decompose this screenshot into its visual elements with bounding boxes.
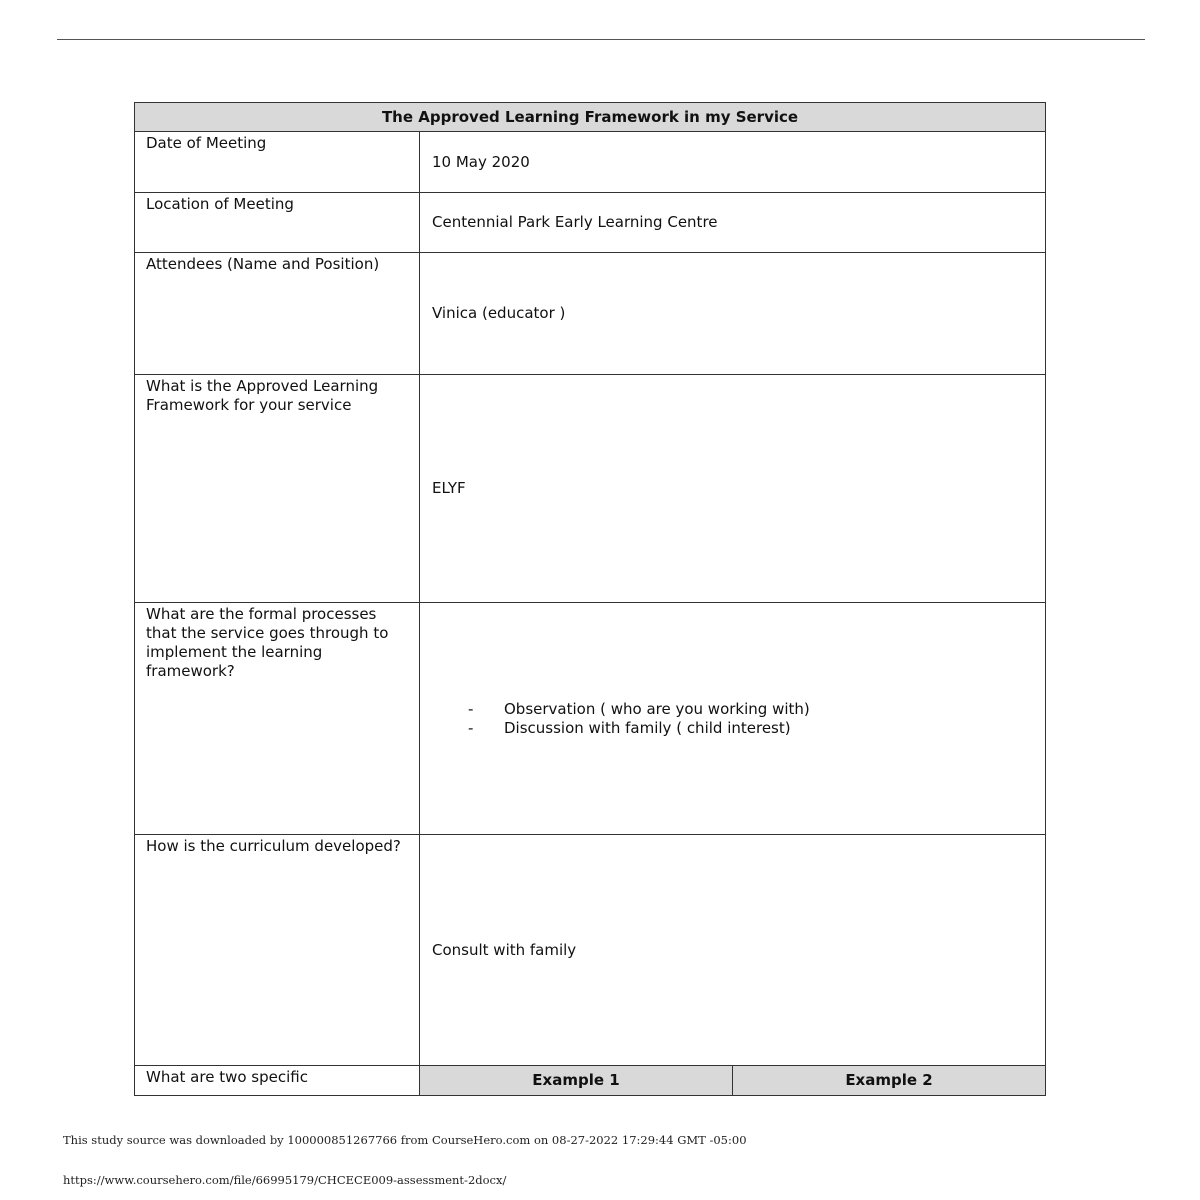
specific-label: What are two specific [135, 1066, 420, 1096]
processes-label: What are the formal processes that the service goes through to implement the learning framework? [135, 603, 420, 835]
location-label: Location of Meeting [135, 193, 420, 253]
table-row [135, 375, 1046, 603]
table-row [135, 253, 1046, 375]
date-value: 10 May 2020 [420, 132, 1046, 193]
download-note: This study source was downloaded by 100000851267766 from CourseHero.com on 08-27-2022 17:29:44 GMT -05:00 [63, 1133, 747, 1147]
table-row [135, 193, 1046, 253]
example-2-header: Example 2 [733, 1066, 1046, 1096]
attendees-label: Attendees (Name and Position) [135, 253, 420, 375]
curriculum-label: How is the curriculum developed? [135, 835, 420, 1066]
framework-table [134, 102, 1046, 1096]
curriculum-value: Consult with family [420, 835, 1046, 1066]
processes-value [420, 603, 1046, 835]
source-url[interactable]: https://www.coursehero.com/file/66995179/CHCECE009-assessment-2docx/ [63, 1173, 507, 1187]
framework-value: ELYF [420, 375, 1046, 603]
list-item: - Observation ( who are you working with) [468, 700, 1045, 719]
date-label: Date of Meeting [135, 132, 420, 193]
top-divider [57, 39, 1145, 40]
table-row [135, 835, 1046, 1066]
example-1-header: Example 1 [420, 1066, 733, 1096]
attendees-value: Vinica (educator ) [420, 253, 1046, 375]
table-row [135, 603, 1046, 835]
list-item: - Discussion with family ( child interest) [468, 719, 1045, 738]
processes-list [432, 700, 1045, 738]
table-row [135, 1066, 1046, 1096]
framework-label: What is the Approved Learning Framework for your service [135, 375, 420, 603]
location-value: Centennial Park Early Learning Centre [420, 193, 1046, 253]
table-title: The Approved Learning Framework in my Service [135, 103, 1046, 132]
table-row [135, 132, 1046, 193]
